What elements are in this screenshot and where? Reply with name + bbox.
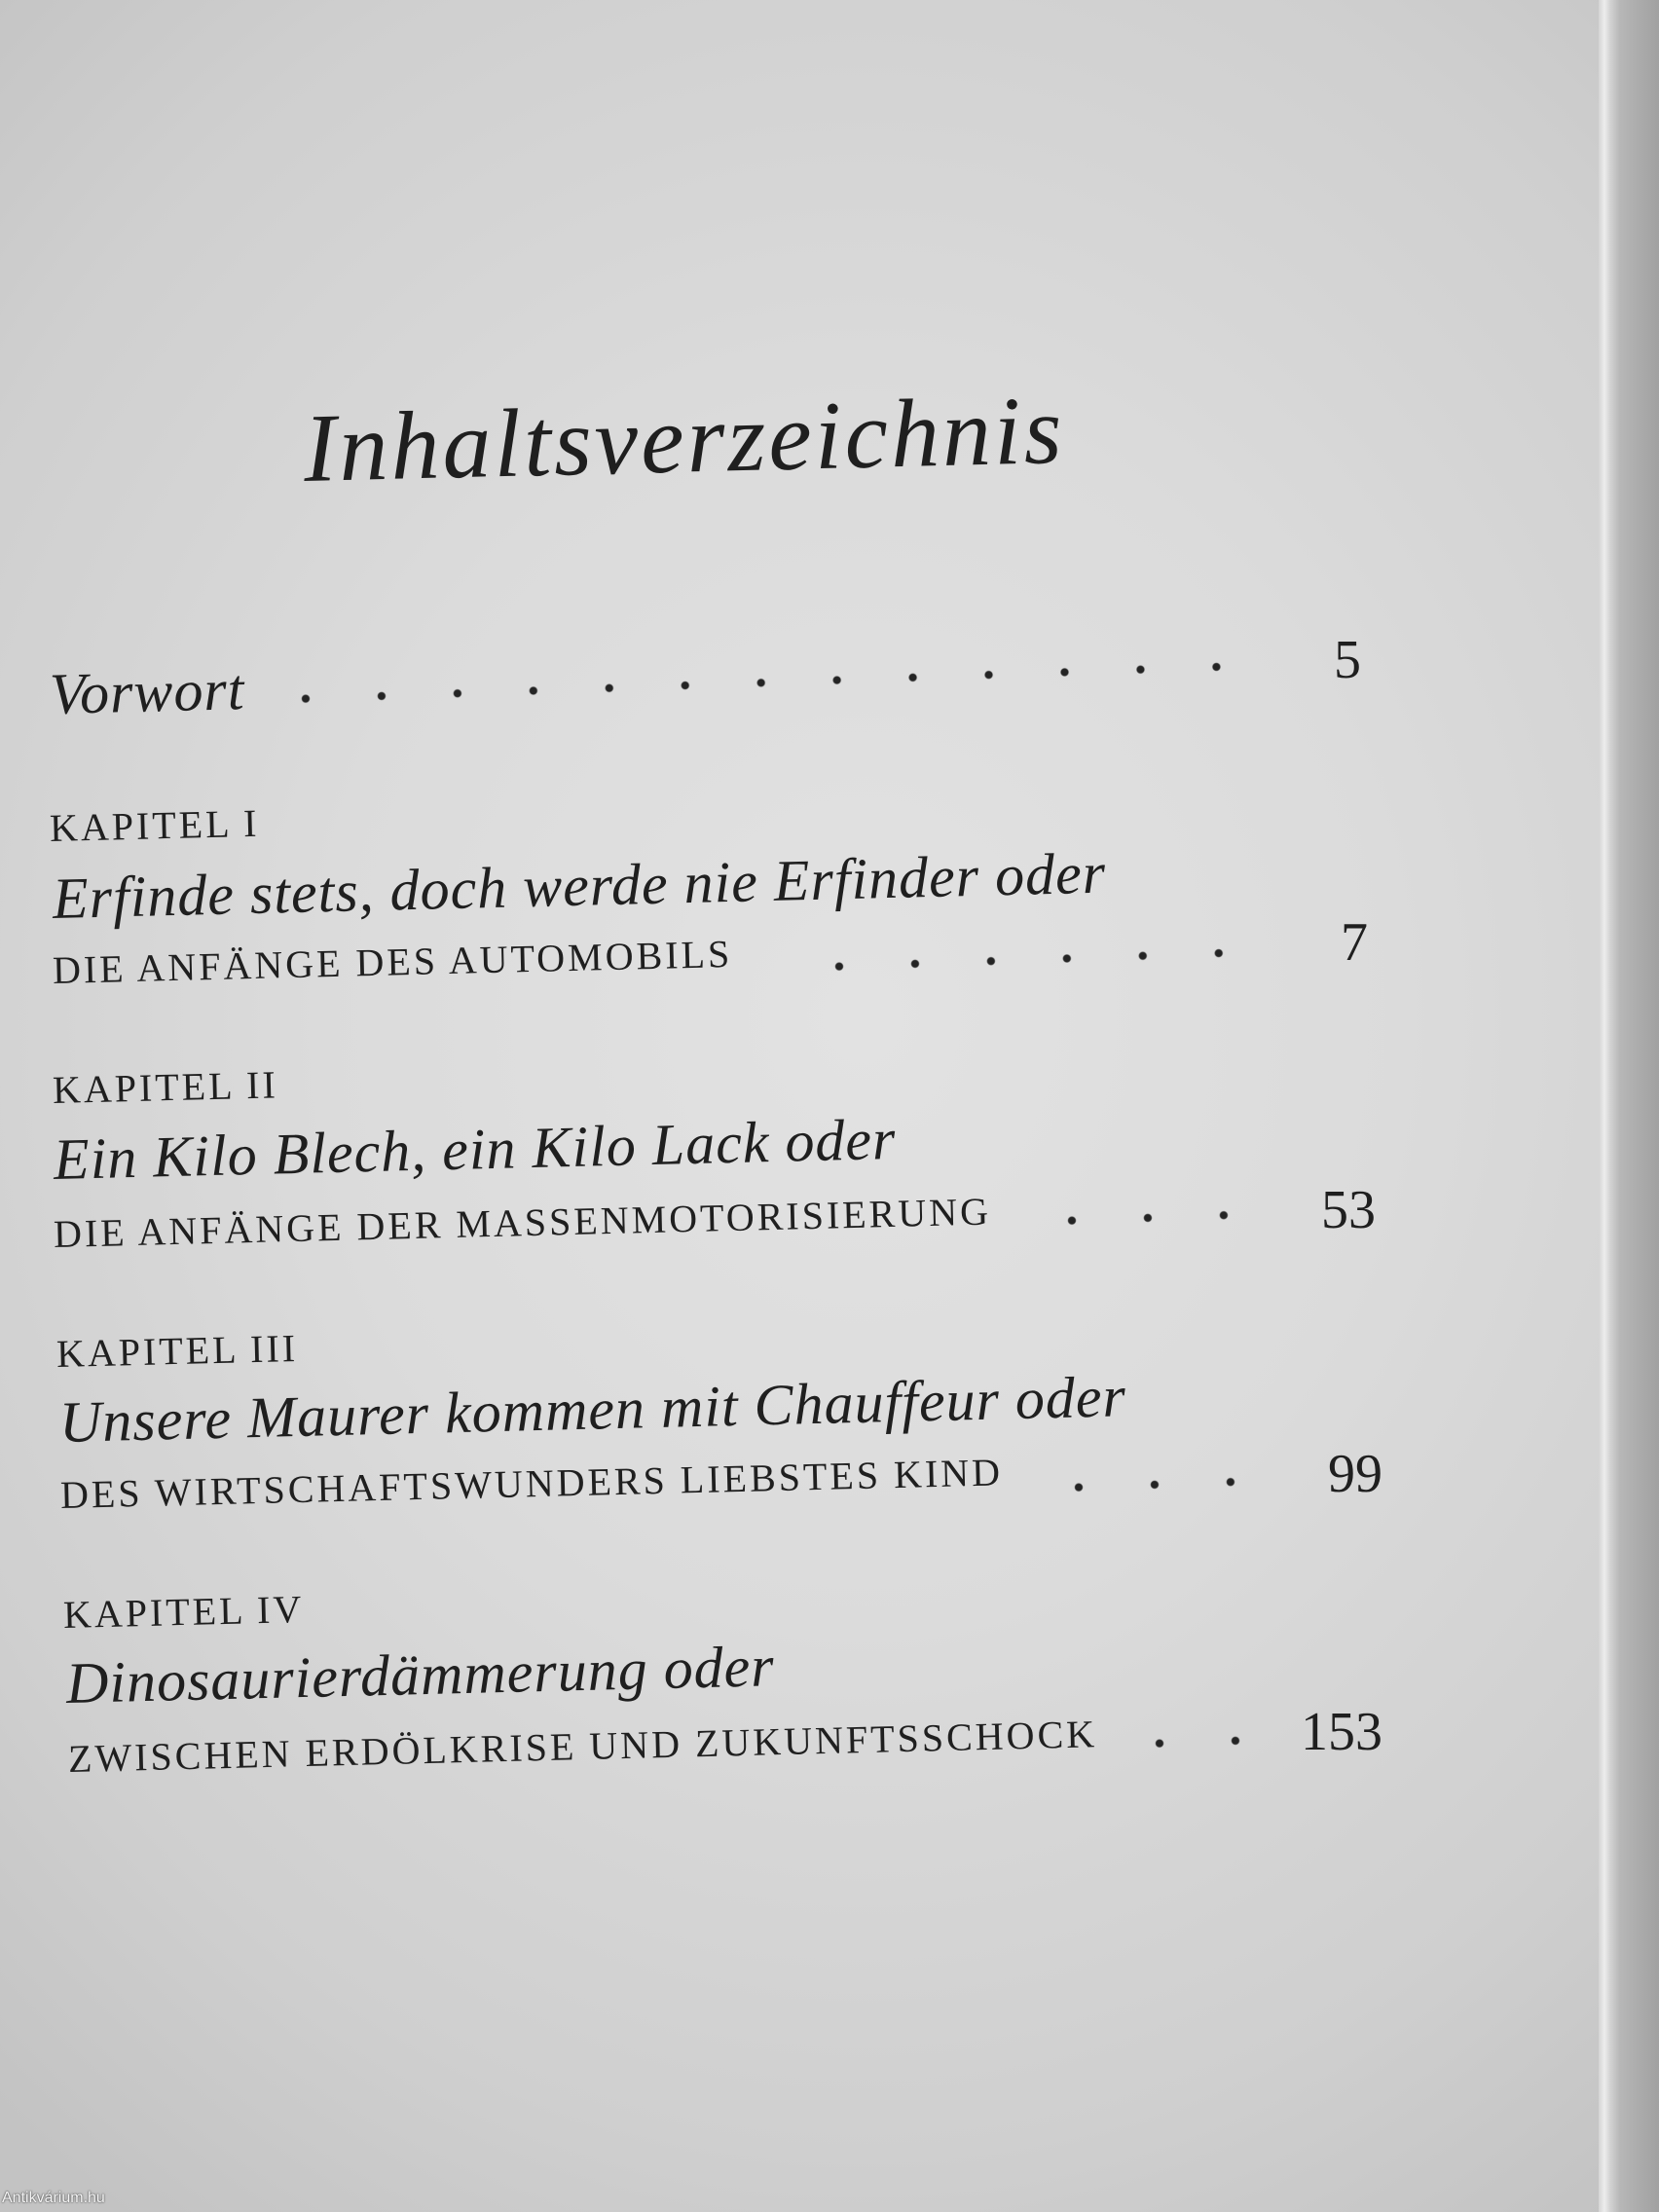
watermark: Antikvárium.hu [2,2190,105,2206]
page-number: 99 [1328,1444,1382,1504]
chapter-subtitle: ZWISCHEN ERDÖLKRISE UND ZUKUNFTSSCHOCK [67,1712,1098,1781]
chapter-label: KAPITEL IV [62,1586,305,1637]
dot-leader [268,661,1255,705]
page-title: Inhaltsverzeichnis [302,375,1066,502]
page-number: 5 [1334,630,1361,690]
chapter-label: KAPITEL III [55,1325,299,1376]
page-number: 7 [1341,912,1368,973]
toc-entry-title: Vorwort [49,657,246,726]
dot-leader [1034,1209,1262,1227]
chapter-title: Erfinde stets, doch werde nie Erfinder oder [52,840,1107,931]
chapter-label: KAPITEL II [52,1062,279,1112]
page-number: 153 [1301,1702,1382,1762]
page-number: 53 [1321,1180,1376,1240]
chapter-subtitle: DIE ANFÄNGE DER MASSENMOTORISIERUNG [53,1189,992,1256]
dot-leader [801,947,1257,973]
chapter-subtitle: DIE ANFÄNGE DES AUTOMOBILS [52,931,733,992]
chapter-label: KAPITEL I [49,800,260,850]
page-edge-shadow [1599,0,1659,2212]
chapter-subtitle: DES WIRTSCHAFTSWUNDERS LIEBSTES KIND [59,1450,1004,1517]
dot-leader [1041,1476,1269,1493]
chapter-title: Unsere Maurer kommen mit Chauffeur oder [58,1364,1127,1455]
chapter-title: Dinosaurierdämmerung oder [65,1634,776,1715]
chapter-title: Ein Kilo Blech, ein Kilo Lack oder [53,1106,898,1192]
dot-leader [1122,1735,1273,1750]
